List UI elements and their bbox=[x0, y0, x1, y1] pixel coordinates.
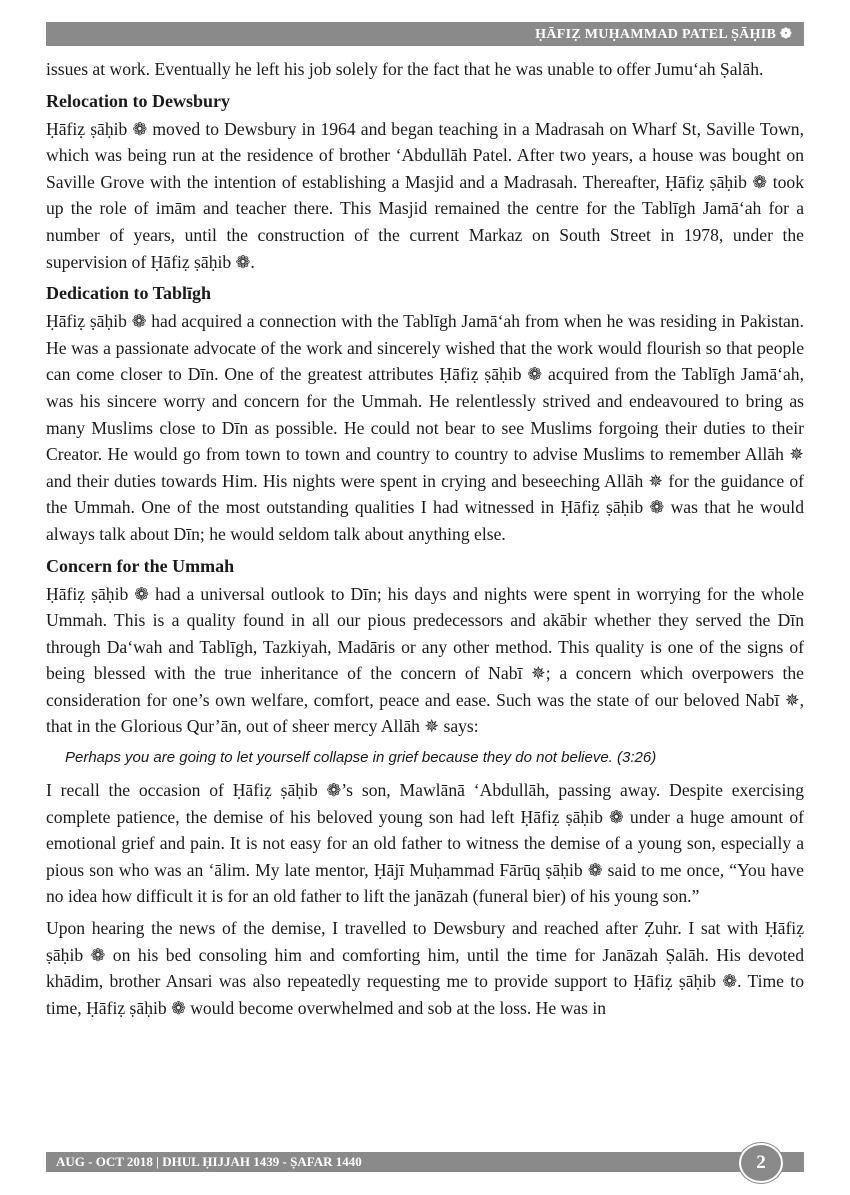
page-body bbox=[46, 56, 804, 1026]
paragraph: Ḥāfiẓ ṣāḥib ❁ moved to Dewsbury in 1964 and began teaching in a Madrasah on Wharf St, Saville Town, which was being run at the residence of brother ‘Abdullāh Patel. After two years, a house was bought on Saville Grove with the intention of establishing a Masjid and a Madrasah. Thereafter, Ḥāfiẓ ṣāḥib ❁ took up the role of imām and teacher there. This Masjid remained the centre for the Tablīgh Jamā‘ah for a number of years, until the construction of the current Markaz on South Street in 1978, under the supervision of Ḥāfiẓ ṣāḥib ❁. bbox=[46, 118, 804, 272]
paragraph: I recall the occasion of Ḥāfiẓ ṣāḥib ❁’s son, Mawlānā ‘Abdullāh, passing away. Despite exercising complete patience, the demise of his beloved young son had left Ḥāfiẓ ṣāḥib ❁ under a huge amount of emotional grief and pain. It is not easy for an old father to witness the demise of a young son, especially a pious son who was an ‘ālim. My late mentor, Ḥājī Muḥammad Fārūq ṣāḥib ❁ said to me once, “You have no idea how difficult it is for an old father to lift the janāzah (funeral bier) of his young son.” bbox=[46, 780, 804, 907]
paragraph: Ḥāfiẓ ṣāḥib ❁ had a universal outlook to Dīn; his days and nights were spent in worrying for the whole Ummah. This is a quality found in all our pious predecessors and akābir whether they served the Dīn through Da‘wah and Tablīgh, Tazkiyah, Madāris or any other method. This quality is one of the signs of being blessed with the true inheritance of the concern of Nabī ✵; a concern which overpowers the consideration for one’s own welfare, comfort, peace and ease. Such was the state of our beloved Nabī ✵, that in the Glorious Qur’ān, out of sheer mercy Allāh ✵ says: bbox=[46, 583, 804, 737]
paragraph: Ḥāfiẓ ṣāḥib ❁ had acquired a connection with the Tablīgh Jamā‘ah from when he was residing in Pakistan. He was a passionate advocate of the work and sincerely wished that the work would flourish so that people can come closer to Dīn. One of the greatest attributes Ḥāfiẓ ṣāḥib ❁ acquired from the Tablīgh Jamā‘ah, was his sincere worry and concern for the Ummah. He relentlessly strived and endeavoured to bring as many Muslims close to Dīn as possible. He could not bear to see Muslims forgoing their duties to their Creator. He would go from town to town and country to country to advise Muslims to remember Allāh ✵ and their duties towards Him. His nights were spent in crying and beseeching Allāh ✵ for the guidance of the Ummah. One of the most outstanding qualities I had witnessed in Ḥāfiẓ ṣāḥib ❁ was that he would always talk about Dīn; he would seldom talk about anything else. bbox=[46, 311, 804, 544]
section-heading: Relocation to Dewsbury bbox=[46, 90, 230, 111]
paragraph: issues at work. Eventually he left his job solely for the fact that he was unable to offer Jumu‘ah Ṣalāh. bbox=[46, 59, 764, 79]
section-heading: Dedication to Tablīgh bbox=[46, 283, 212, 304]
running-header-bar bbox=[46, 22, 804, 46]
footer-bar bbox=[46, 1152, 804, 1172]
issue-date-label: AUG - OCT 2018 | DHUL ḤIJJAH 1439 - ṢAFAR 1440 bbox=[56, 1154, 362, 1169]
page-number-badge: 2 bbox=[739, 1143, 783, 1183]
paragraph: Upon hearing the news of the demise, I travelled to Dewsbury and reached after Ẓuhr. I sat with Ḥāfiẓ ṣāḥib ❁ on his bed consoling him and comforting him, until the time for Janāzah Ṣalāh. His devoted khādim, brother Ansari was also repeatedly requesting me to provide support to Ḥāfiẓ ṣāḥib ❁. Time to time, Ḥāfiẓ ṣāḥib ❁ would become overwhelmed and sob at the loss. He was in bbox=[46, 918, 804, 1018]
running-header-title: ḤĀFIẒ MUḤAMMAD PATEL ṢĀḤIB ❁ bbox=[535, 27, 792, 42]
quran-quote: Perhaps you are going to let yourself collapse in grief because they do not believe. (3:26) bbox=[65, 749, 657, 767]
section-heading: Concern for the Ummah bbox=[46, 555, 235, 576]
